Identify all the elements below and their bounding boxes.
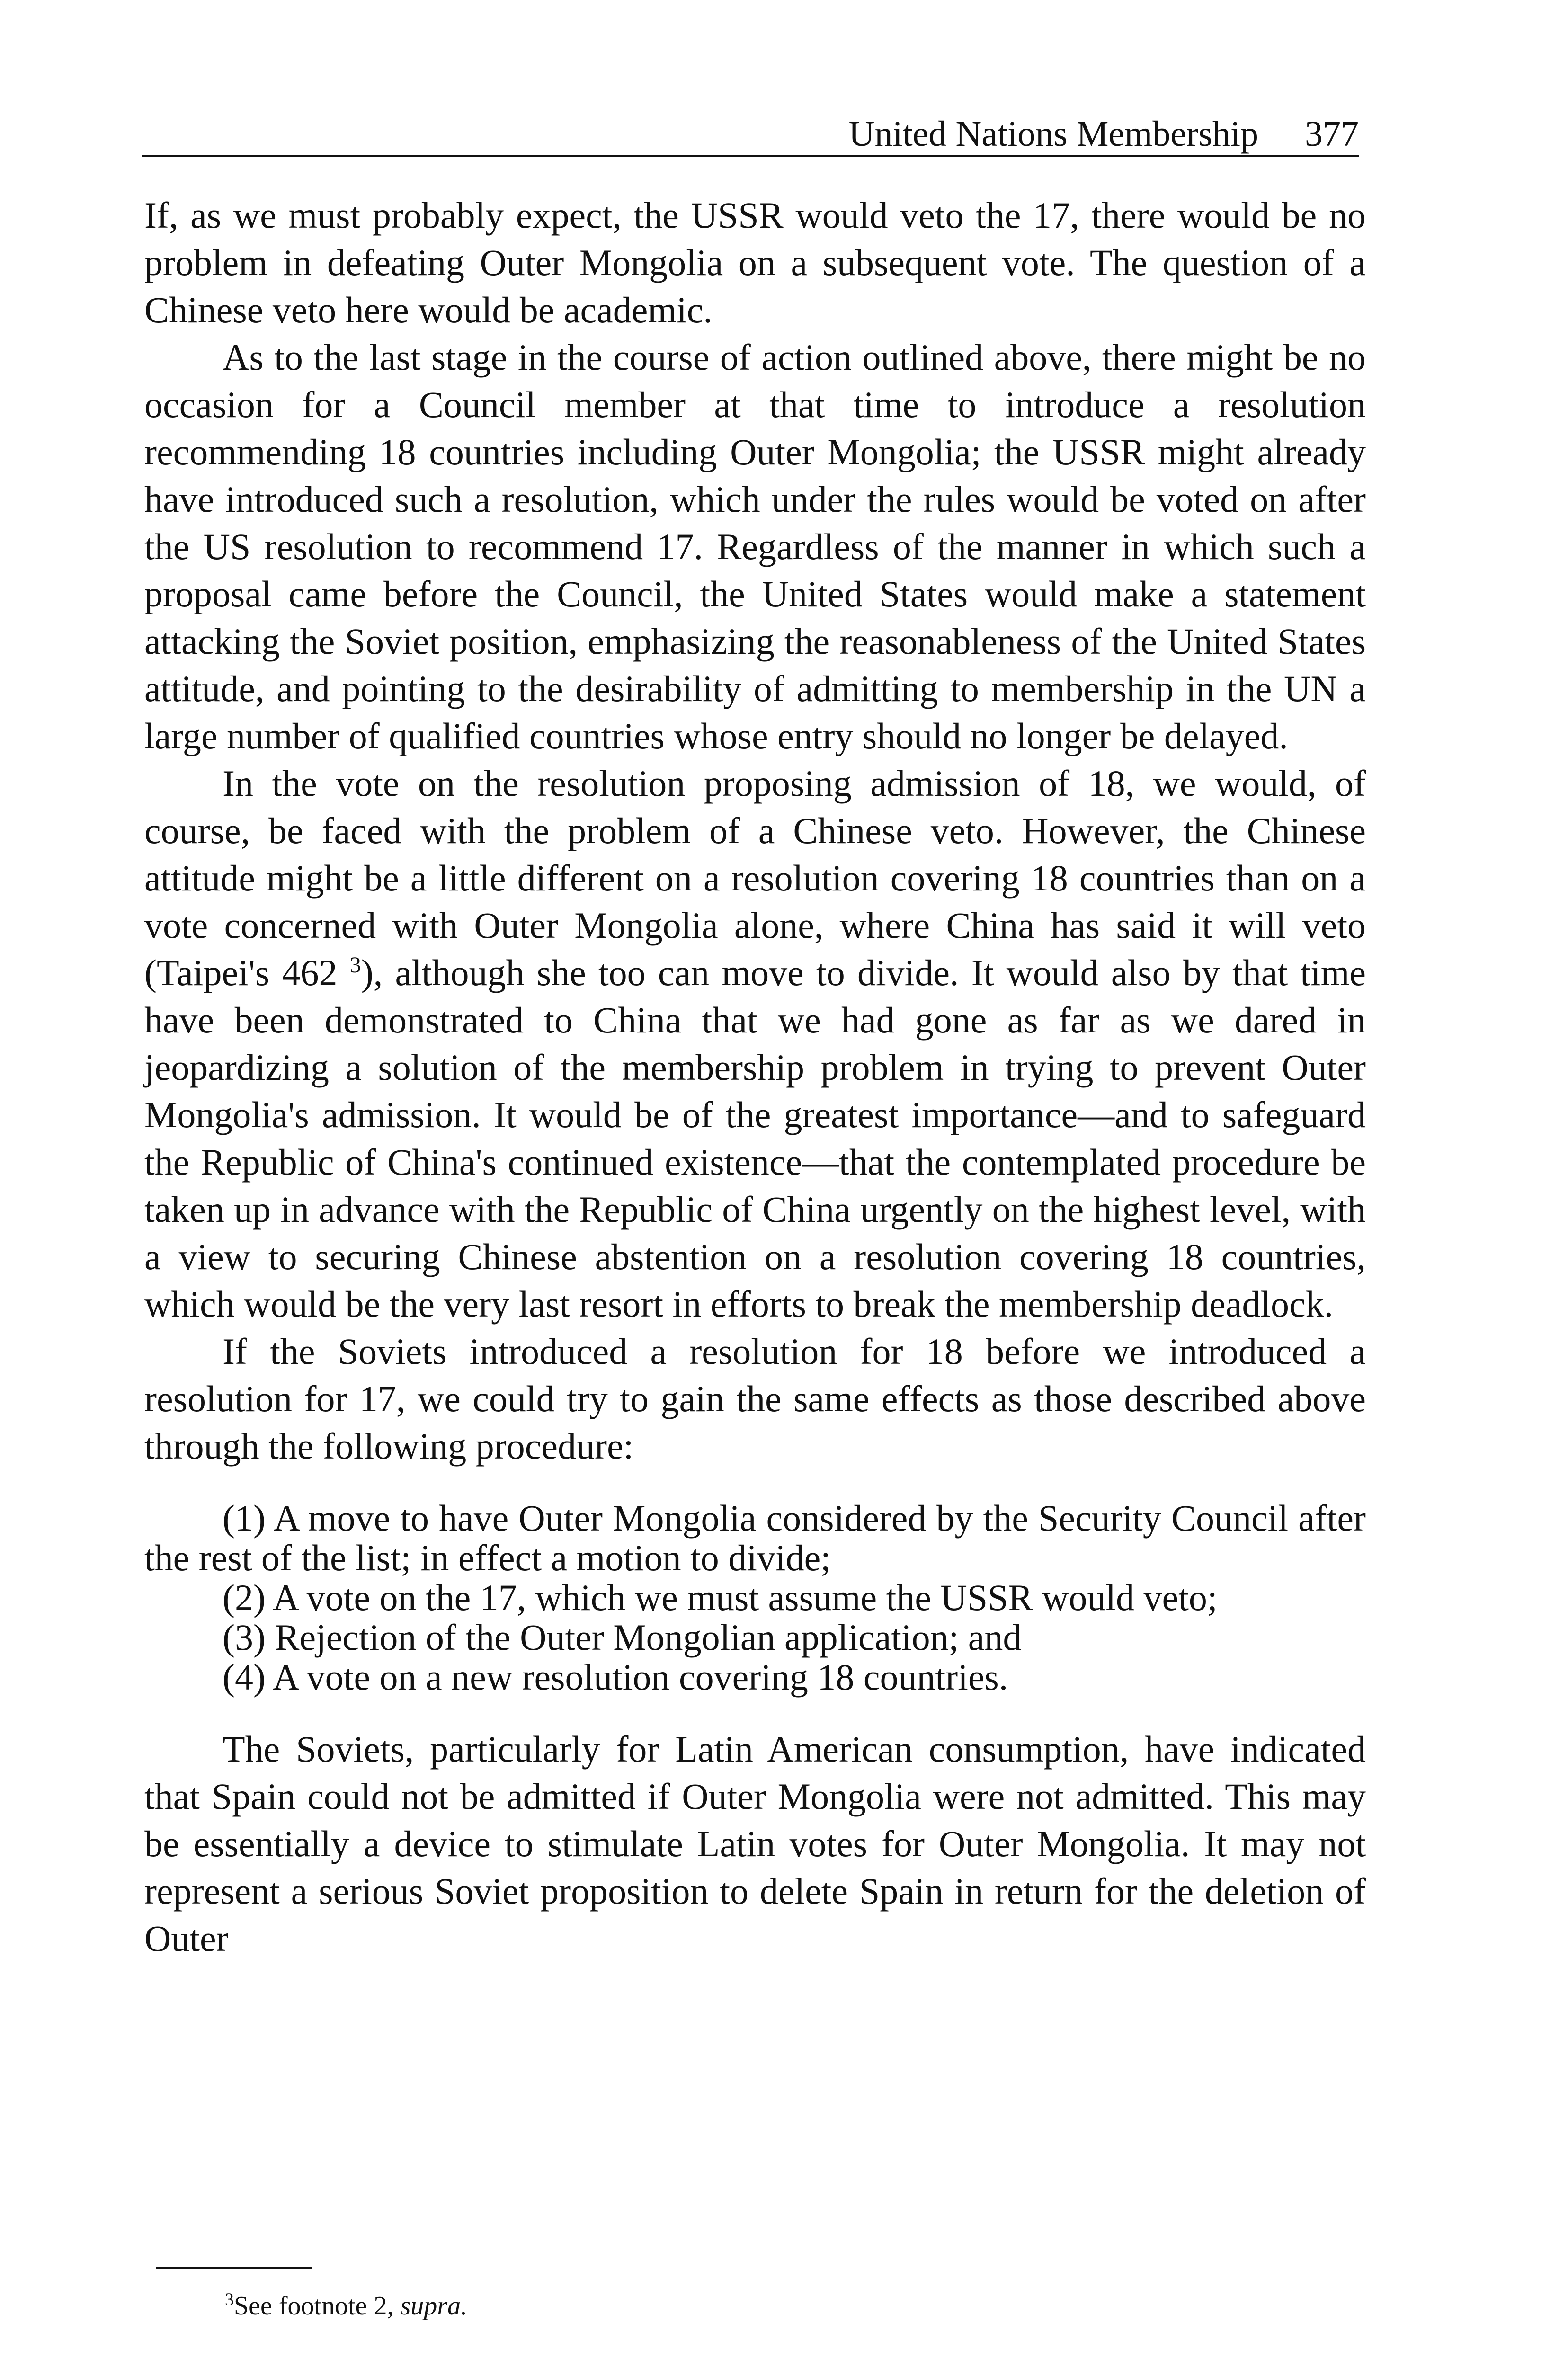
paragraph-3-part-2: ), although she too can move to divide. It would also by that time have been demonstrated to China that we had gone as far as we dared in jeopardizing a solution of the membership problem in trying to prevent Outer Mongolia's admission. It would be of the greatest importance—and to safeguard the Republic of China's continued existence—that the contemplated procedure be taken up in advance with the Republic of China urgently on the highest level, with a view to securing Chinese abstention on a resolution covering 18 countries, which would be the very last resort in efforts to break the membership deadlock. (144, 952, 1366, 1325)
footnote-reference: 3 (349, 952, 361, 978)
paragraph-2: As to the last stage in the course of action outlined above, there might be no occasion for a Council member at that time to introduce a resolution recommending 18 countries including Outer Mongolia; the USSR might already have introduced such a resolution, which under the rules would be voted on after the US resolution to recommend 17. Regardless of the manner in which such a proposal came before the Council, the United States would make a statement attacking the Soviet position, emphasizing the reasonableness of the United States attitude, and pointing to the desirability of admitting to membership in the UN a large number of qualified countries whose entry should no longer be delayed. (144, 337, 1366, 756)
procedure-item: (3) Rejection of the Outer Mongolian application; and (223, 1617, 1022, 1658)
footnote-divider (156, 2267, 312, 2269)
running-title: United Nations Membership (848, 114, 1258, 154)
footnote-mark: 3 (225, 2289, 234, 2310)
procedure-item: (2) A vote on the 17, which we must assume the USSR would veto; (223, 1577, 1218, 1618)
paragraph-4: If the Soviets introduced a resolution for 18 before we introduced a resolution for 17, we could try to gain the same effects as those described above through the following procedure: (144, 1331, 1366, 1467)
body-text (144, 192, 1366, 1962)
procedure-item: (4) A vote on a new resolution covering 18 countries. (223, 1656, 1008, 1698)
paragraph-3 (144, 760, 1366, 1328)
paragraph-5: The Soviets, particularly for Latin American consumption, have indicated that Spain could not be admitted if Outer Mongolia were not admitted. This may be essentially a device to stimulate Latin votes for Outer Mongolia. It may not represent a serious Soviet proposition to delete Spain in return for the deletion of Outer (144, 1728, 1366, 1959)
procedure-list (144, 1498, 1366, 1697)
footnote-italic-text: supra. (400, 2291, 468, 2321)
running-header (142, 105, 1359, 157)
footnote (225, 2290, 467, 2322)
page-number: 377 (1305, 114, 1359, 154)
paragraph-1: If, as we must probably expect, the USSR would veto the 17, there would be no problem in defeating Outer Mongolia on a subsequent vote. The question of a Chinese veto here would be academic. (144, 195, 1366, 330)
paragraph-3-part-1: In the vote on the resolution proposing admission of 18, we would, of course, be faced with the problem of a Chinese veto. However, the Chinese attitude might be a little different on a resolution covering 18 countries than on a vote concerned with Outer Mongolia alone, where China has said it will veto (Taipei's 462 (144, 763, 1366, 993)
footnote-text: See footnote 2, (234, 2291, 401, 2321)
procedure-item: (1) A move to have Outer Mongolia considered by the Security Council after the rest of the list; in effect a motion to divide; (144, 1497, 1366, 1578)
